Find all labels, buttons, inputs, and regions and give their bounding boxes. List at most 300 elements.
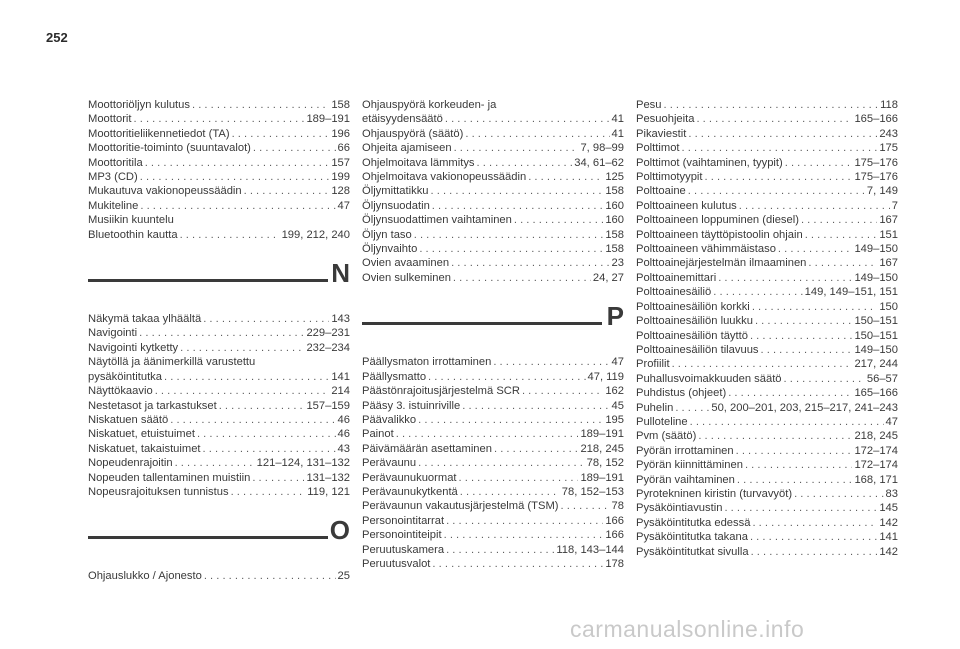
index-entry-page: 165–166 (854, 387, 898, 400)
leader-dots (231, 485, 306, 499)
leader-dots (431, 184, 604, 198)
leader-dots (454, 141, 579, 155)
index-entry-label: Pysäköintitutka takana (636, 531, 748, 544)
index-entry-page: 83 (885, 487, 898, 500)
index-entry (362, 156, 624, 170)
index-entry-label: Nopeudenrajoitin (88, 457, 173, 470)
index-entry-page: 165–166 (854, 113, 898, 126)
index-entry-page: 41 (611, 127, 624, 140)
index-entry-page: 167 (879, 257, 898, 270)
index-entry-line (636, 228, 898, 242)
index-entry-line (88, 98, 350, 112)
index-entry-label: Öljynsuodatin (362, 199, 430, 212)
index-entry-label: Näytöllä ja äänimerkillä varustettu (88, 356, 256, 369)
index-entry-line (88, 471, 350, 485)
index-entry-line (636, 429, 898, 443)
index-entry (362, 370, 624, 384)
index-entry (636, 401, 898, 415)
index-entry (636, 487, 898, 501)
index-entry-line (636, 501, 898, 515)
index-entry-line (362, 228, 624, 242)
index-entry (636, 127, 898, 141)
index-entry (88, 213, 350, 242)
index-entry-line (88, 456, 350, 470)
index-entry-label: Personointitarrat (362, 514, 445, 527)
index-entry-label: Nestetasot ja tarkastukset (88, 399, 217, 412)
index-entry-line (636, 329, 898, 343)
index-entry-page: 167 (879, 214, 898, 227)
leader-dots (203, 442, 336, 456)
index-entry-page: 158 (605, 228, 624, 241)
index-entry (636, 530, 898, 544)
index-entry-label: Näkymä takaa ylhäältä (88, 313, 202, 326)
section-header (88, 499, 350, 569)
index-entry-label: Pyörän irrottaminen (636, 444, 734, 457)
index-entry (88, 127, 350, 141)
index-entry-line (636, 516, 898, 530)
index-entry (362, 141, 624, 155)
index-entry-label: Moottoriöljyn kulutus (88, 99, 190, 111)
watermark: carmanualsonline.info (570, 616, 805, 642)
index-entry-line (88, 112, 350, 126)
index-entry-line (362, 156, 624, 170)
index-entry (88, 442, 350, 456)
index-entry-line (88, 326, 350, 340)
index-entry (636, 242, 898, 256)
index-entry-label: Pulloteline (636, 415, 688, 428)
index-entry-page: 78 (611, 500, 624, 513)
index-entry-line (636, 156, 898, 170)
index-entry-line (362, 242, 624, 256)
index-entry-page: 157–159 (306, 399, 350, 412)
index-entry-label: Pääsy 3. istuinriville (362, 399, 461, 412)
leader-dots (784, 372, 865, 386)
index-entry (362, 242, 624, 256)
index-entry-page: 46 (337, 413, 350, 426)
index-entry-line (636, 141, 898, 155)
index-entry-page: 66 (337, 142, 350, 155)
index-entry-label: Perävaunukytkentä (362, 485, 458, 498)
index-entry-label: Pesu (636, 99, 662, 111)
leader-dots (761, 343, 853, 357)
index-entry-label: Puhdistus (ohjeet) (636, 387, 727, 400)
leader-dots (752, 300, 878, 314)
index-entry-label: Polttimot (vaihtaminen, tyypit) (636, 156, 783, 169)
index-entry-page: 157 (331, 156, 350, 169)
index-entry-line (362, 184, 624, 198)
index-entry (636, 156, 898, 170)
index-entry-page: 189–191 (580, 471, 624, 484)
index-entry-line (362, 170, 624, 184)
index-entry-page: 34, 61–62 (574, 156, 624, 169)
leader-dots (705, 170, 853, 184)
index-entry-line (362, 413, 624, 427)
index-entry-line (88, 141, 350, 155)
index-entry (362, 557, 624, 571)
leader-dots (219, 399, 305, 413)
index-entry-label-cont: etäisyydensäätö (362, 113, 443, 126)
index-entry-label: Perävaunukuormat (362, 471, 457, 484)
index-entry-line (88, 341, 350, 355)
leader-dots (682, 141, 878, 155)
index-entry-page: 125 (605, 171, 624, 184)
index-entry-line (362, 127, 624, 141)
index-entry (362, 355, 624, 369)
index-entry-page: 41 (611, 113, 624, 126)
index-entry-line (636, 256, 898, 270)
index-entry-line (362, 543, 624, 557)
section-divider (88, 279, 328, 282)
index-entry-line (636, 271, 898, 285)
index-entry-page: 149, 149–151, 151 (804, 286, 898, 299)
index-entry-line (88, 569, 350, 583)
leader-dots (522, 384, 603, 398)
index-entry-label: Navigointi (88, 327, 138, 340)
index-entry-line (636, 415, 898, 429)
index-entry-label: Ovien avaaminen (362, 257, 450, 270)
index-entry-page: 50, 200–201, 203, 215–217, 241–243 (711, 401, 898, 414)
index-entry-label: Ohjauspyörä korkeuden- ja (362, 99, 497, 111)
index-entry-label: Polttoaineen kulutus (636, 199, 737, 212)
index-entry-label: Polttoainesäiliö (636, 286, 712, 299)
index-entry-label: Ohjauspyörä (säätö) (362, 127, 464, 140)
leader-dots (728, 386, 852, 400)
leader-dots (696, 112, 852, 126)
index-entry-line (362, 514, 624, 528)
index-entry-label: Öljynsuodattimen vaihtaminen (362, 214, 512, 227)
leader-dots (453, 271, 591, 285)
index-entry-label: Pvm (säätö) (636, 430, 697, 443)
index-entry (88, 156, 350, 170)
index-entry (362, 228, 624, 242)
index-entry-page: 142 (879, 545, 898, 558)
index-entry-label: Perävaunun vakautusjärjestelmä (TSM) (362, 500, 559, 513)
index-entry-page: 23 (611, 257, 624, 270)
section-divider (88, 536, 328, 539)
index-entry-line (636, 487, 898, 501)
index-entry (636, 98, 898, 112)
index-entry-line (88, 442, 350, 456)
index-entry-line (88, 199, 350, 213)
leader-dots (724, 501, 877, 515)
index-entry-page: 143 (331, 313, 350, 326)
index-entry-page: 218, 245 (580, 442, 624, 455)
index-entry (636, 501, 898, 515)
leader-dots (414, 228, 604, 242)
index-entry-line (362, 213, 624, 227)
index-entry-page: 7 (891, 199, 898, 212)
index-entry (362, 256, 624, 270)
leader-dots (514, 213, 603, 227)
index-entry-line (636, 300, 898, 314)
page-number: 252 (46, 30, 68, 45)
index-entry-line (362, 384, 624, 398)
index-entry-page: 47 (611, 356, 624, 369)
index-entry-page: 232–234 (306, 341, 350, 354)
index-entry-label: Ohjelmoitava lämmitys (362, 156, 475, 169)
index-entry-line (636, 98, 898, 112)
index-entry-page: 47 (885, 415, 898, 428)
index-entry-page: 195 (605, 413, 624, 426)
index-entry-label: Puhallusvoimakkuuden säätö (636, 372, 782, 385)
index-entry-line (88, 170, 350, 184)
index-column-3 (636, 98, 898, 559)
index-entry (636, 545, 898, 559)
leader-dots (419, 242, 603, 256)
index-entry-line (636, 530, 898, 544)
index-entry-label: Mukiteline (88, 199, 139, 212)
index-entry-line (362, 98, 624, 112)
index-entry-line (636, 285, 898, 299)
index-entry-label: Puhelin (636, 401, 674, 414)
index-entry-page: 145 (879, 502, 898, 515)
index-entry-line (636, 242, 898, 256)
leader-dots (444, 528, 604, 542)
index-entry (88, 399, 350, 413)
index-entry-line (88, 156, 350, 170)
index-entry-page: 172–174 (854, 444, 898, 457)
index-entry-label: Pysäköintitutkat sivulla (636, 545, 749, 558)
leader-dots (418, 456, 585, 470)
index-entry-page: 118 (880, 99, 898, 111)
index-entry-page: 56–57 (866, 372, 898, 385)
index-entry (88, 471, 350, 485)
index-entry (88, 141, 350, 155)
index-entry-label: Moottoritie-toiminto (suuntavalot) (88, 142, 251, 155)
index-entry-label: Personointiteipit (362, 529, 442, 542)
index-entry-page: 166 (605, 529, 624, 542)
index-entry (362, 413, 624, 427)
index-entry-label: Ovien sulkeminen (362, 271, 451, 284)
index-entry-page: 189–191 (306, 113, 350, 126)
index-entry-page: 217, 244 (854, 358, 898, 371)
index-entry-page: 78, 152 (586, 457, 624, 470)
index-entry (362, 127, 624, 141)
index-entry-page: 199 (331, 171, 350, 184)
index-entry-page: 229–231 (306, 327, 350, 340)
index-entry-page: 168, 171 (854, 473, 898, 486)
section-letter: O (329, 515, 350, 546)
index-entry-page: 25 (337, 570, 350, 583)
index-entry-label: Ohjeita ajamiseen (362, 142, 452, 155)
index-entry-line (88, 355, 350, 369)
index-entry-label: Niskatuen säätö (88, 413, 169, 426)
index-entry-label: Öljynvaihto (362, 243, 418, 256)
leader-dots (690, 415, 884, 429)
leader-dots (432, 557, 603, 571)
index-entry (636, 256, 898, 270)
leader-dots (737, 473, 853, 487)
index-entry-label: Pysäköintitutka edessä (636, 516, 751, 529)
index-entry-page: 162 (605, 385, 624, 398)
index-entry-label: Pikaviestit (636, 127, 687, 140)
index-entry-line (636, 170, 898, 184)
leader-dots (252, 471, 304, 485)
leader-dots (477, 156, 573, 170)
index-entry-label-cont: pysäköintitutka (88, 370, 163, 383)
index-entry-line (636, 314, 898, 328)
leader-dots (459, 471, 579, 485)
index-entry (88, 170, 350, 184)
index-column-1 (88, 98, 350, 584)
index-entry (636, 141, 898, 155)
index-entry-label: Profiilit (636, 358, 670, 371)
index-entry-page: 189–191 (580, 428, 624, 441)
index-entry-page: 175 (879, 142, 898, 155)
leader-dots (808, 256, 877, 270)
index-entry-line (636, 127, 898, 141)
index-entry-label: Polttimotyypit (636, 171, 703, 184)
leader-dots (462, 399, 609, 413)
leader-dots (244, 184, 330, 198)
index-entry (362, 170, 624, 184)
index-entry-line (362, 471, 624, 485)
leader-dots (155, 384, 330, 398)
leader-dots (170, 413, 335, 427)
leader-dots (750, 530, 877, 544)
index-entry-line (636, 473, 898, 487)
index-entry-page: 175–176 (854, 171, 898, 184)
leader-dots (698, 429, 852, 443)
index-entry (88, 427, 350, 441)
leader-dots (428, 370, 585, 384)
section-header (362, 285, 624, 355)
index-entry-page: 172–174 (854, 459, 898, 472)
index-entry (88, 569, 350, 583)
index-entry (88, 199, 350, 213)
index-entry-page: 47, 119 (587, 370, 624, 383)
index-entry-page: 158 (331, 99, 350, 111)
leader-dots (750, 329, 852, 343)
index-entry-label: Niskatuet, takaistuimet (88, 442, 201, 455)
leader-dots (140, 170, 330, 184)
index-entry-page: 141 (879, 531, 898, 544)
index-entry-label: Pyörän vaihtaminen (636, 473, 735, 486)
index-entry-page: 7, 149 (866, 185, 898, 198)
leader-dots (180, 341, 304, 355)
index-entry-line (88, 127, 350, 141)
index-entry-line (362, 499, 624, 513)
index-entry (88, 355, 350, 384)
index-entry-page: 119, 121 (307, 485, 350, 498)
index-entry-page: 128 (331, 185, 350, 198)
index-entry (88, 312, 350, 326)
section-letter: N (331, 258, 350, 289)
index-entry-label: Polttoainesäiliön luukku (636, 315, 753, 328)
index-entry-line (636, 545, 898, 559)
leader-dots (494, 442, 578, 456)
index-entry-label: Perävaunu (362, 457, 417, 470)
leader-dots (794, 487, 883, 501)
index-entry-label: Pyrotekninen kiristin (turvavyöt) (636, 487, 793, 500)
index-entry-label: Päällysmatto (362, 370, 427, 383)
section-letter: P (606, 301, 624, 332)
leader-dots (445, 112, 610, 126)
index-entry-label: Näyttökaavio (88, 385, 153, 398)
index-entry-line (362, 427, 624, 441)
leader-dots (664, 98, 879, 112)
index-entry-line (636, 458, 898, 472)
leader-dots (203, 312, 329, 326)
index-entry-line (636, 401, 898, 415)
index-entry-label: Polttoaineen vähimmäistaso (636, 243, 776, 256)
index-entry (88, 341, 350, 355)
leader-dots (778, 242, 853, 256)
index-entry-line (88, 312, 350, 326)
index-entry (88, 112, 350, 126)
leader-dots (755, 314, 853, 328)
index-entry-page: 131–132 (306, 471, 350, 484)
index-entry-line (362, 456, 624, 470)
index-entry (362, 184, 624, 198)
leader-dots (446, 543, 554, 557)
index-entry (636, 300, 898, 314)
index-entry (636, 314, 898, 328)
leader-dots (446, 514, 603, 528)
index-entry-line (636, 372, 898, 386)
index-entry-page: 166 (605, 514, 624, 527)
index-entry-page: 7, 98–99 (580, 142, 624, 155)
leader-dots (145, 156, 330, 170)
index-entry-page: 214 (331, 385, 350, 398)
index-entry (636, 184, 898, 198)
index-entry-line (88, 184, 350, 198)
leader-dots (460, 485, 560, 499)
index-entry (636, 228, 898, 242)
index-entry-label: Moottoritila (88, 156, 143, 169)
index-entry-label: Pyörän kiinnittäminen (636, 459, 743, 472)
index-entry-page: 46 (337, 428, 350, 441)
index-entry-label-cont: Bluetoothin kautta (88, 228, 178, 241)
index-entry (636, 444, 898, 458)
index-entry-label: Polttoaine (636, 185, 686, 198)
index-entry-line (362, 112, 624, 126)
index-entry-page: 158 (605, 185, 624, 198)
leader-dots (688, 127, 877, 141)
leader-dots (204, 569, 336, 583)
index-entry-line (88, 384, 350, 398)
index-entry-label: Musiikin kuuntelu (88, 214, 174, 227)
leader-dots (675, 401, 709, 415)
leader-dots (718, 271, 852, 285)
index-entry (636, 199, 898, 213)
index-entry (636, 372, 898, 386)
index-entry-page: 175–176 (854, 156, 898, 169)
index-entry-label: Navigointi kytketty (88, 341, 179, 354)
index-entry-line (636, 343, 898, 357)
index-entry (362, 471, 624, 485)
index-entry-line (362, 355, 624, 369)
index-entry-line (636, 386, 898, 400)
index-entry-page: 243 (879, 127, 898, 140)
index-entry (362, 485, 624, 499)
index-entry-label: Polttimot (636, 142, 680, 155)
index-entry-line (636, 184, 898, 198)
index-entry-page: 78, 152–153 (561, 485, 624, 498)
index-entry-page: 151 (879, 228, 898, 241)
index-entry-label: Polttoainesäiliön täyttö (636, 329, 748, 342)
index-entry (636, 329, 898, 343)
index-entry (362, 271, 624, 285)
index-entry-page: 47 (337, 199, 350, 212)
index-entry-page: 218, 245 (854, 430, 898, 443)
leader-dots (745, 458, 852, 472)
index-entry (362, 543, 624, 557)
index-entry (636, 386, 898, 400)
index-entry (88, 184, 350, 198)
index-entry-label: Ohjauslukko / Ajonesto (88, 570, 202, 583)
index-entry-page: 160 (605, 199, 624, 212)
